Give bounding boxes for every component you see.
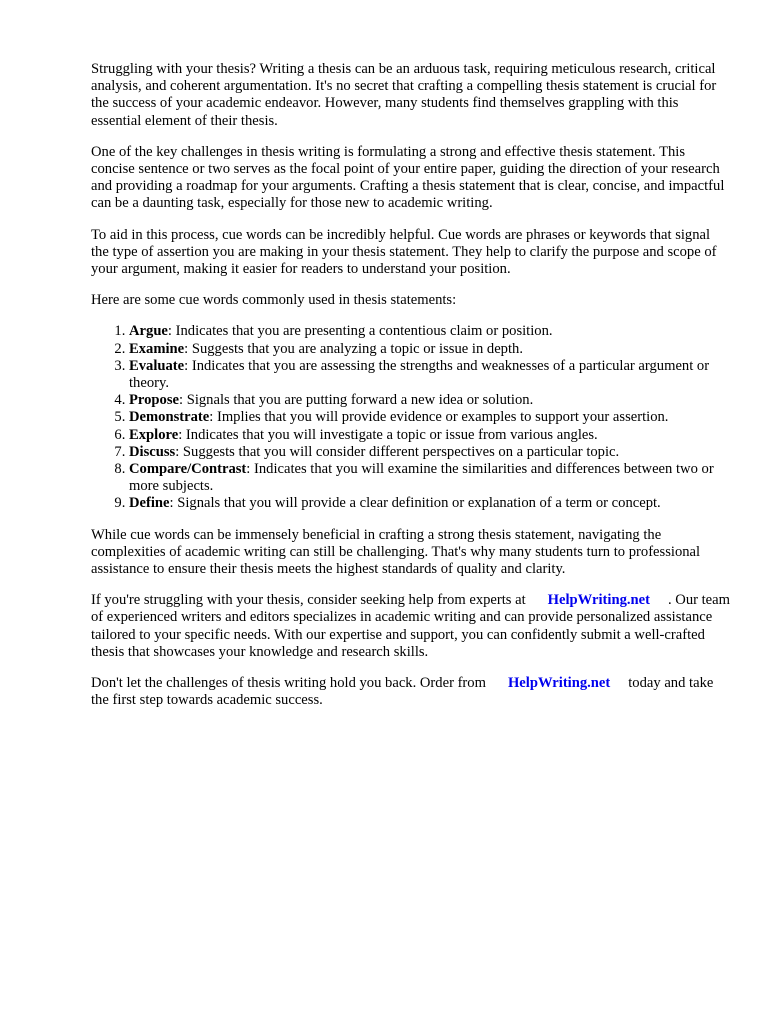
cue-word-term: Explore <box>129 426 179 443</box>
cue-word-description: : Suggests that you are analyzing a topic or issue in depth. <box>184 340 523 357</box>
closing-paragraph-tail: today and take the first step towards academic success. <box>91 675 714 709</box>
cue-word-description: : Indicates that you will examine the similarities and differences between two or more subjects. <box>129 461 714 495</box>
list-item <box>129 341 731 358</box>
list-item <box>129 427 731 444</box>
help-paragraph-lead: If you're struggling with your thesis, consider seeking help from experts at <box>91 592 526 609</box>
closing-paragraph <box>91 675 731 709</box>
help-paragraph-body: Our team of experienced writers and editors specializes in academic writing and can provide personalized assistance tailored to your specific needs. With our expertise and support, you can confidently submit a well-crafted thesis that showcases your knowledge and research skills. <box>91 592 730 660</box>
help-paragraph-period: . <box>667 592 672 609</box>
help-paragraph <box>91 592 731 661</box>
challenges-paragraph: One of the key challenges in thesis writing is formulating a strong and effective thesis statement. This concise sentence or two serves as the focal point of your entire paper, guiding the direction of your research and providing a roadmap for your arguments. Crafting a thesis statement that is clear, concise, and impactful can be a daunting task, especially for those new to academic writing. <box>91 143 725 212</box>
cue-words-list <box>91 323 731 512</box>
cue-word-description: : Signals that you are putting forward a new idea or solution. <box>179 392 534 409</box>
cue-word-term: Argue <box>129 323 168 340</box>
cue-word-description: : Indicates that you are assessing the strengths and weaknesses of a particular argument or theory. <box>129 357 710 392</box>
closing-paragraph-lead: Don't let the challenges of thesis writing hold you back. Order from <box>91 675 486 692</box>
list-item <box>129 461 731 495</box>
list-lead-paragraph: Here are some cue words commonly used in thesis statements: <box>91 292 457 309</box>
intro-paragraph: Struggling with your thesis? Writing a thesis can be an arduous task, requiring meticulous research, critical analysis, and coherent argumentation. It's no secret that crafting a compelling thesis statement is crucial for the success of your academic endeavor. However, many students find themselves grappling with this essential element of their thesis. <box>91 61 717 129</box>
cue-word-term: Define <box>129 495 170 512</box>
cue-word-description: : Implies that you will provide evidence or examples to support your assertion. <box>209 409 669 426</box>
helpwriting-link[interactable]: HelpWriting.net <box>547 592 650 609</box>
list-item <box>129 444 731 461</box>
list-item <box>129 409 731 426</box>
cue-word-term: Examine <box>129 340 185 357</box>
cue-words-intro-paragraph: To aid in this process, cue words can be incredibly helpful. Cue words are phrases or keywords that signal the type of assertion you are making in your thesis statement. They help to clarify the purpose and scope of your argument, making it easier for readers to understand your position. <box>91 226 717 278</box>
cue-word-term: Discuss <box>129 443 176 460</box>
cue-word-term: Evaluate <box>129 357 185 374</box>
list-item <box>129 358 731 392</box>
list-item <box>129 392 731 409</box>
document-page <box>91 61 731 724</box>
list-item <box>129 323 731 340</box>
cue-word-description: : Indicates that you are presenting a contentious claim or position. <box>167 323 553 340</box>
cue-word-term: Compare/Contrast <box>129 461 247 478</box>
cue-word-description: : Signals that you will provide a clear definition or explanation of a term or concept. <box>169 495 661 512</box>
assistance-paragraph: While cue words can be immensely beneficial in crafting a strong thesis statement, navigating the complexities of academic writing can still be challenging. That's why many students turn to professional assistance to ensure their thesis meets the highest standards of quality and clarity. <box>91 526 701 578</box>
cue-word-term: Demonstrate <box>129 409 210 426</box>
cue-word-term: Propose <box>129 392 179 409</box>
cue-word-description: : Suggests that you will consider different perspectives on a particular topic. <box>175 443 620 460</box>
order-helpwriting-link[interactable]: HelpWriting.net <box>507 675 611 692</box>
list-item <box>129 495 731 512</box>
cue-word-description: : Indicates that you will investigate a topic or issue from various angles. <box>178 426 598 443</box>
